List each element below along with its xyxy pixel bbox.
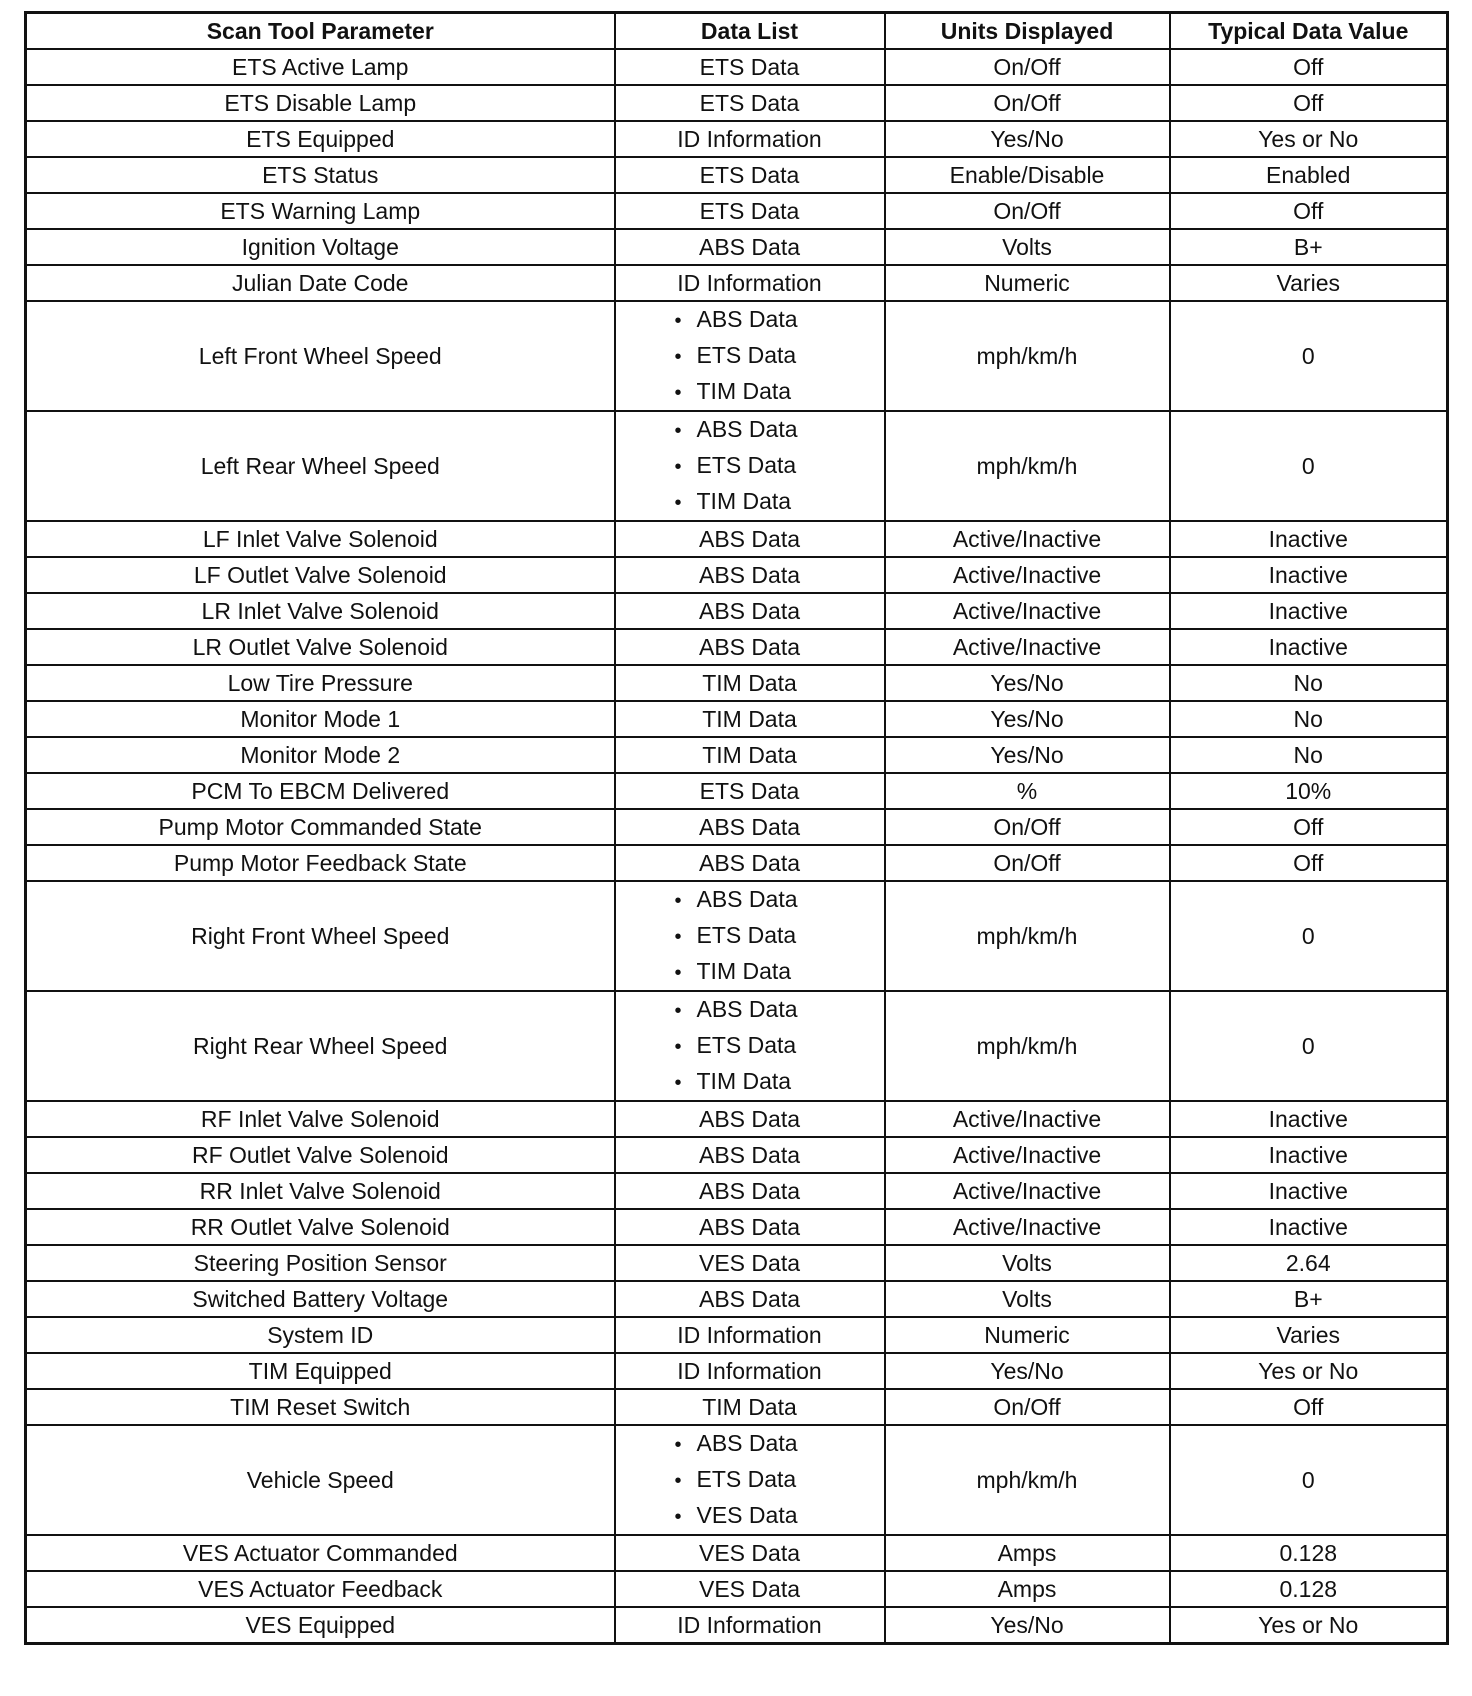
cell-units-displayed: mph/km/h (885, 991, 1170, 1101)
cell-typical-data-value: Inactive (1170, 1101, 1448, 1137)
cell-scan-tool-parameter: System ID (26, 1317, 615, 1353)
cell-typical-data-value: Yes or No (1170, 1607, 1448, 1644)
cell-scan-tool-parameter: TIM Reset Switch (26, 1389, 615, 1425)
cell-data-list: TIM Data (615, 701, 885, 737)
table-row (26, 991, 1448, 1101)
cell-scan-tool-parameter: Ignition Voltage (26, 229, 615, 265)
cell-units-displayed: Numeric (885, 1317, 1170, 1353)
cell-data-list (615, 991, 885, 1101)
cell-units-displayed: Active/Inactive (885, 629, 1170, 665)
cell-scan-tool-parameter: Left Front Wheel Speed (26, 301, 615, 411)
cell-scan-tool-parameter: Monitor Mode 1 (26, 701, 615, 737)
cell-scan-tool-parameter: PCM To EBCM Delivered (26, 773, 615, 809)
cell-typical-data-value: Inactive (1170, 593, 1448, 629)
cell-units-displayed: mph/km/h (885, 881, 1170, 991)
cell-units-displayed: Amps (885, 1535, 1170, 1571)
cell-typical-data-value: No (1170, 737, 1448, 773)
cell-typical-data-value: Inactive (1170, 557, 1448, 593)
cell-scan-tool-parameter: VES Actuator Feedback (26, 1571, 615, 1607)
cell-units-displayed: Active/Inactive (885, 1137, 1170, 1173)
cell-data-list: ABS Data (615, 1137, 885, 1173)
cell-typical-data-value: Varies (1170, 265, 1448, 301)
cell-scan-tool-parameter: Left Rear Wheel Speed (26, 411, 615, 521)
cell-typical-data-value: Off (1170, 809, 1448, 845)
cell-units-displayed: Volts (885, 1245, 1170, 1281)
cell-typical-data-value: Off (1170, 49, 1448, 85)
cell-typical-data-value: B+ (1170, 1281, 1448, 1317)
cell-scan-tool-parameter: RR Outlet Valve Solenoid (26, 1209, 615, 1245)
cell-data-list (615, 301, 885, 411)
cell-typical-data-value: 0 (1170, 991, 1448, 1101)
cell-scan-tool-parameter: LF Outlet Valve Solenoid (26, 557, 615, 593)
cell-data-list: ETS Data (615, 49, 885, 85)
cell-units-displayed: Active/Inactive (885, 593, 1170, 629)
data-list-item: • ETS Data (675, 918, 825, 954)
cell-data-list (615, 1425, 885, 1535)
data-list-item: • TIM Data (675, 484, 825, 520)
cell-typical-data-value: Off (1170, 193, 1448, 229)
cell-data-list: ABS Data (615, 1281, 885, 1317)
cell-units-displayed: Yes/No (885, 701, 1170, 737)
cell-data-list (615, 411, 885, 521)
cell-typical-data-value: Inactive (1170, 521, 1448, 557)
data-list-bullets (675, 412, 825, 520)
header-units-displayed: Units Displayed (885, 13, 1170, 50)
cell-scan-tool-parameter: Low Tire Pressure (26, 665, 615, 701)
cell-typical-data-value: 0.128 (1170, 1571, 1448, 1607)
header-data-list: Data List (615, 13, 885, 50)
table-row (26, 1389, 1448, 1425)
table-row (26, 301, 1448, 411)
data-list-item: • ETS Data (675, 1028, 825, 1064)
header-typical-data-value: Typical Data Value (1170, 13, 1448, 50)
cell-scan-tool-parameter: VES Actuator Commanded (26, 1535, 615, 1571)
table-row (26, 1353, 1448, 1389)
cell-data-list: ABS Data (615, 809, 885, 845)
cell-data-list: VES Data (615, 1571, 885, 1607)
cell-units-displayed: Yes/No (885, 1353, 1170, 1389)
cell-scan-tool-parameter: RF Inlet Valve Solenoid (26, 1101, 615, 1137)
data-list-item: • ABS Data (675, 1426, 825, 1462)
cell-scan-tool-parameter: LF Inlet Valve Solenoid (26, 521, 615, 557)
cell-typical-data-value: 10% (1170, 773, 1448, 809)
cell-typical-data-value: Inactive (1170, 1137, 1448, 1173)
cell-data-list: TIM Data (615, 737, 885, 773)
cell-data-list: ABS Data (615, 1173, 885, 1209)
cell-data-list: ABS Data (615, 593, 885, 629)
cell-scan-tool-parameter: RR Inlet Valve Solenoid (26, 1173, 615, 1209)
table-row (26, 229, 1448, 265)
table-header (26, 13, 1448, 50)
scan-tool-data-table-container (24, 11, 1446, 1645)
cell-data-list: ETS Data (615, 85, 885, 121)
table-row (26, 1571, 1448, 1607)
cell-units-displayed: mph/km/h (885, 411, 1170, 521)
data-list-item: • VES Data (675, 1498, 825, 1534)
cell-units-displayed: On/Off (885, 49, 1170, 85)
data-list-bullets (675, 882, 825, 990)
table-row (26, 1535, 1448, 1571)
cell-units-displayed: Enable/Disable (885, 157, 1170, 193)
cell-data-list: TIM Data (615, 665, 885, 701)
cell-units-displayed: mph/km/h (885, 301, 1170, 411)
table-row (26, 1101, 1448, 1137)
cell-typical-data-value: Off (1170, 1389, 1448, 1425)
cell-data-list: VES Data (615, 1245, 885, 1281)
cell-units-displayed: % (885, 773, 1170, 809)
table-row (26, 85, 1448, 121)
data-list-item: • TIM Data (675, 374, 825, 410)
table-row (26, 1425, 1448, 1535)
cell-typical-data-value: No (1170, 665, 1448, 701)
table-row (26, 1245, 1448, 1281)
cell-data-list: ABS Data (615, 1209, 885, 1245)
cell-scan-tool-parameter: Vehicle Speed (26, 1425, 615, 1535)
table-row (26, 193, 1448, 229)
cell-scan-tool-parameter: Right Front Wheel Speed (26, 881, 615, 991)
cell-data-list: VES Data (615, 1535, 885, 1571)
cell-units-displayed: Yes/No (885, 737, 1170, 773)
cell-units-displayed: Active/Inactive (885, 557, 1170, 593)
cell-scan-tool-parameter: ETS Disable Lamp (26, 85, 615, 121)
cell-typical-data-value: Inactive (1170, 629, 1448, 665)
data-list-item: • ETS Data (675, 338, 825, 374)
table-row (26, 265, 1448, 301)
cell-typical-data-value: 0 (1170, 1425, 1448, 1535)
cell-typical-data-value: Inactive (1170, 1209, 1448, 1245)
cell-data-list: ABS Data (615, 1101, 885, 1137)
table-row (26, 809, 1448, 845)
cell-data-list: ETS Data (615, 157, 885, 193)
table-row (26, 521, 1448, 557)
cell-units-displayed: mph/km/h (885, 1425, 1170, 1535)
data-list-item: • ABS Data (675, 992, 825, 1028)
table-row (26, 881, 1448, 991)
table-row (26, 593, 1448, 629)
cell-scan-tool-parameter: ETS Warning Lamp (26, 193, 615, 229)
cell-scan-tool-parameter: Switched Battery Voltage (26, 1281, 615, 1317)
cell-typical-data-value: 0.128 (1170, 1535, 1448, 1571)
cell-units-displayed: Active/Inactive (885, 1101, 1170, 1137)
cell-units-displayed: On/Off (885, 809, 1170, 845)
cell-typical-data-value: 2.64 (1170, 1245, 1448, 1281)
cell-typical-data-value: Inactive (1170, 1173, 1448, 1209)
cell-scan-tool-parameter: RF Outlet Valve Solenoid (26, 1137, 615, 1173)
data-list-item: • TIM Data (675, 954, 825, 990)
cell-units-displayed: Numeric (885, 265, 1170, 301)
table-row (26, 1607, 1448, 1644)
cell-typical-data-value: Varies (1170, 1317, 1448, 1353)
header-scan-tool-parameter: Scan Tool Parameter (26, 13, 615, 50)
cell-units-displayed: Yes/No (885, 665, 1170, 701)
cell-scan-tool-parameter: ETS Status (26, 157, 615, 193)
cell-units-displayed: Yes/No (885, 1607, 1170, 1644)
table-row (26, 701, 1448, 737)
cell-units-displayed: Amps (885, 1571, 1170, 1607)
cell-typical-data-value: Yes or No (1170, 121, 1448, 157)
table-row (26, 557, 1448, 593)
data-list-item: • ABS Data (675, 302, 825, 338)
cell-data-list: ID Information (615, 265, 885, 301)
cell-units-displayed: On/Off (885, 845, 1170, 881)
cell-typical-data-value: No (1170, 701, 1448, 737)
table-row (26, 1173, 1448, 1209)
cell-data-list: ETS Data (615, 773, 885, 809)
table-row (26, 157, 1448, 193)
cell-typical-data-value: Yes or No (1170, 1353, 1448, 1389)
table-row (26, 665, 1448, 701)
cell-data-list: ABS Data (615, 845, 885, 881)
data-list-item: • ETS Data (675, 448, 825, 484)
table-row (26, 845, 1448, 881)
table-row (26, 411, 1448, 521)
cell-data-list: ABS Data (615, 229, 885, 265)
cell-typical-data-value: 0 (1170, 881, 1448, 991)
data-list-bullets (675, 1426, 825, 1534)
cell-data-list: ABS Data (615, 557, 885, 593)
data-list-item: • TIM Data (675, 1064, 825, 1100)
table-row (26, 737, 1448, 773)
cell-units-displayed: Yes/No (885, 121, 1170, 157)
cell-typical-data-value: Enabled (1170, 157, 1448, 193)
cell-units-displayed: Active/Inactive (885, 1173, 1170, 1209)
cell-typical-data-value: 0 (1170, 411, 1448, 521)
cell-scan-tool-parameter: TIM Equipped (26, 1353, 615, 1389)
cell-scan-tool-parameter: ETS Equipped (26, 121, 615, 157)
cell-data-list: ID Information (615, 1353, 885, 1389)
cell-scan-tool-parameter: LR Outlet Valve Solenoid (26, 629, 615, 665)
cell-typical-data-value: Off (1170, 845, 1448, 881)
cell-typical-data-value: B+ (1170, 229, 1448, 265)
cell-data-list: ID Information (615, 121, 885, 157)
cell-data-list (615, 881, 885, 991)
table-row (26, 629, 1448, 665)
header-row (26, 13, 1448, 50)
data-list-bullets (675, 302, 825, 410)
data-list-item: • ETS Data (675, 1462, 825, 1498)
cell-units-displayed: Active/Inactive (885, 521, 1170, 557)
table-row (26, 1281, 1448, 1317)
cell-data-list: ABS Data (615, 521, 885, 557)
cell-scan-tool-parameter: Pump Motor Feedback State (26, 845, 615, 881)
table-body (26, 49, 1448, 1644)
cell-data-list: ABS Data (615, 629, 885, 665)
cell-scan-tool-parameter: Monitor Mode 2 (26, 737, 615, 773)
cell-scan-tool-parameter: Pump Motor Commanded State (26, 809, 615, 845)
cell-typical-data-value: 0 (1170, 301, 1448, 411)
table-row (26, 773, 1448, 809)
cell-data-list: ID Information (615, 1607, 885, 1644)
data-list-bullets (675, 992, 825, 1100)
data-list-item: • ABS Data (675, 882, 825, 918)
cell-units-displayed: On/Off (885, 85, 1170, 121)
cell-data-list: ETS Data (615, 193, 885, 229)
table-row (26, 1317, 1448, 1353)
cell-units-displayed: On/Off (885, 193, 1170, 229)
table-row (26, 1209, 1448, 1245)
cell-units-displayed: On/Off (885, 1389, 1170, 1425)
cell-data-list: ID Information (615, 1317, 885, 1353)
table-row (26, 1137, 1448, 1173)
cell-scan-tool-parameter: ETS Active Lamp (26, 49, 615, 85)
cell-units-displayed: Volts (885, 229, 1170, 265)
cell-typical-data-value: Off (1170, 85, 1448, 121)
scan-tool-data-table (24, 11, 1449, 1645)
cell-scan-tool-parameter: VES Equipped (26, 1607, 615, 1644)
cell-data-list: TIM Data (615, 1389, 885, 1425)
cell-scan-tool-parameter: Julian Date Code (26, 265, 615, 301)
cell-scan-tool-parameter: LR Inlet Valve Solenoid (26, 593, 615, 629)
data-list-item: • ABS Data (675, 412, 825, 448)
cell-units-displayed: Volts (885, 1281, 1170, 1317)
table-row (26, 121, 1448, 157)
cell-scan-tool-parameter: Right Rear Wheel Speed (26, 991, 615, 1101)
cell-scan-tool-parameter: Steering Position Sensor (26, 1245, 615, 1281)
table-row (26, 49, 1448, 85)
cell-units-displayed: Active/Inactive (885, 1209, 1170, 1245)
